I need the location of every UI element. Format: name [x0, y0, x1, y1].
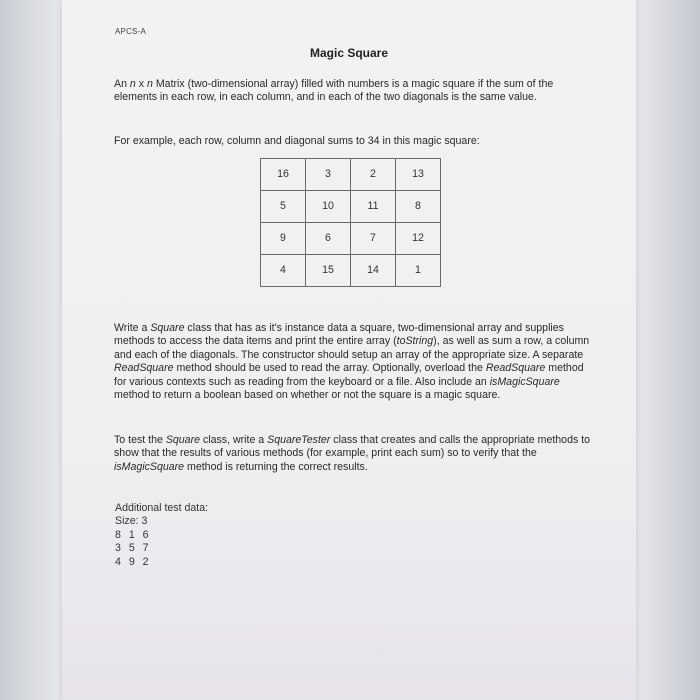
magic-square-cell: 13 — [396, 159, 441, 191]
magic-square-row — [261, 223, 441, 255]
test-data-row: 8 1 6 — [115, 528, 152, 541]
intro-text-2: x — [135, 78, 147, 90]
magic-square-table — [260, 158, 441, 287]
test-paragraph — [114, 434, 592, 474]
magic-square-row — [261, 255, 441, 287]
test-text-4: method is returning the correct results. — [184, 460, 368, 473]
magic-square-cell: 14 — [351, 255, 396, 287]
write-text-2: class that has as it's instance data a square, two-dimensional array and supplies methods to access the data items and print the entire array ( — [114, 322, 564, 348]
write-text-5: method for various contexts such as reading from the keyboard or a file. Also include an — [114, 362, 584, 388]
additional-size: Size: 3 — [115, 515, 148, 528]
magic-square-row — [261, 159, 441, 191]
magic-square-cell: 12 — [396, 223, 441, 255]
test-text-1: To test the — [114, 434, 166, 446]
magic-square-cell: 9 — [261, 223, 306, 255]
intro-text-3: Matrix (two-dimensional array) filled with numbers is a magic square if the sum of the elements in each row, in each column, and in each of the two diagonals is the same value. — [114, 78, 554, 104]
write-term-square: Square — [150, 322, 185, 334]
test-term-ismagicsquare: isMagicSquare — [114, 460, 185, 473]
write-term-readsquare: ReadSquare — [114, 362, 174, 375]
test-text-2: class, write a — [200, 434, 268, 446]
page-title: Magic Square — [309, 46, 389, 60]
write-paragraph — [114, 322, 592, 402]
magic-square-cell: 11 — [351, 191, 396, 223]
magic-square-cell: 7 — [351, 223, 396, 255]
test-term-squaretester: SquareTester — [267, 434, 331, 446]
magic-square-cell: 3 — [306, 159, 351, 191]
magic-square-cell: 2 — [351, 159, 396, 191]
test-data-row: 4 9 2 — [115, 555, 152, 568]
magic-square-cell: 6 — [306, 223, 351, 255]
intro-text-1: An — [114, 78, 130, 90]
additional-heading: Additional test data: — [115, 502, 209, 514]
example-sentence: For example, each row, column and diagonal sums to 34 in this magic square: — [114, 135, 480, 147]
write-term-tostring: toString — [396, 335, 434, 348]
magic-square-cell: 15 — [306, 255, 351, 287]
intro-n2: n — [147, 78, 153, 90]
test-data-row: 3 5 7 — [115, 542, 152, 555]
document-page — [62, 0, 636, 700]
magic-square-row — [261, 191, 441, 223]
magic-square-cell: 1 — [396, 255, 441, 287]
write-text-6: method to return a boolean based on whether or not the square is a magic square. — [114, 389, 501, 402]
write-text-4: method should be used to read the array. Optionally, overload the — [173, 362, 486, 375]
magic-square-cell: 5 — [261, 191, 306, 223]
test-text-3: class that creates and calls the appropriate methods to show that the results of various methods (for example, print each sum) so to verify that the — [114, 434, 591, 460]
magic-square-cell: 8 — [396, 191, 441, 223]
write-text-1: Write a — [114, 322, 151, 334]
intro-n1: n — [129, 78, 136, 90]
magic-square-cell: 10 — [306, 191, 351, 223]
write-text-3: ), as well as sum a row, a column and each of the diagonals. The constructor should setup an array of the appropriate size. A separate — [114, 335, 590, 361]
intro-paragraph — [114, 78, 594, 105]
course-label: APCS-A — [115, 27, 146, 36]
write-term-ismagicsquare: isMagicSquare — [489, 375, 560, 388]
additional-test-data — [115, 502, 208, 569]
magic-square-cell: 16 — [261, 159, 306, 191]
write-term-readsquare-2: ReadSquare — [485, 362, 546, 375]
test-term-square: Square — [165, 434, 200, 446]
magic-square-cell: 4 — [261, 255, 306, 287]
